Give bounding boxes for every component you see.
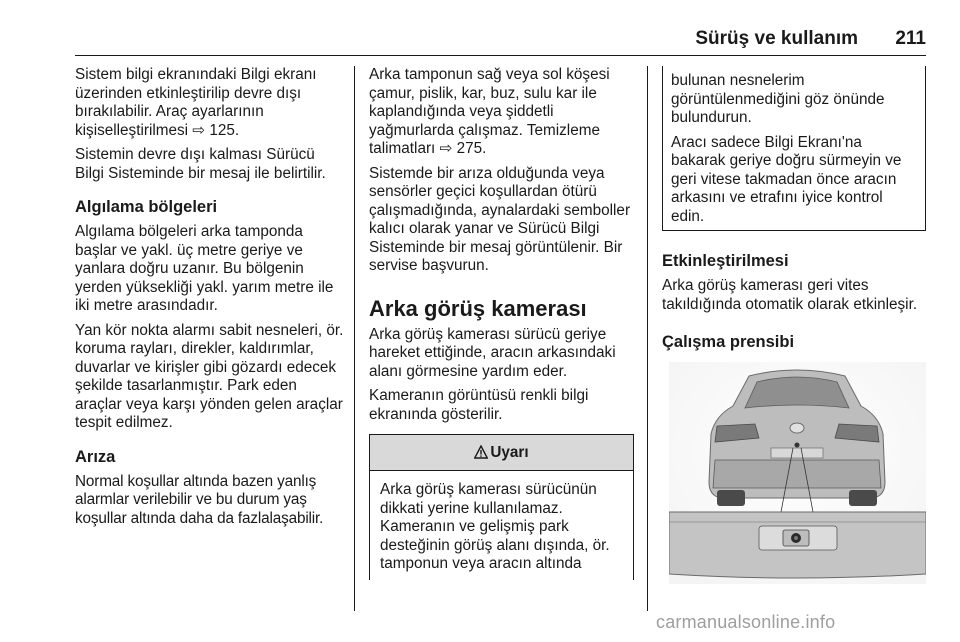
page-number: 211 [895, 28, 926, 49]
rear-camera-illustration [669, 362, 926, 584]
paragraph: Sistemde bir arıza olduğunda veya sensörler geçici koşullardan ötürü çalışmadığında, aynalardaki semboller kalıcı olarak yanar ve Sürücü Bilgi Sisteminde bir mesaj görüntülenir. Bir servise başvurun. [369, 164, 631, 274]
paragraph: Arka tamponun sağ veya sol köşesi çamur, pislik, kar, buz, sulu kar ile kaplandığında veya şiddetli yağmurlarda çalışmaz. Temizleme talimatları ⇨ 275. [369, 66, 610, 157]
paragraph: Arka görüş kamerası sürücü geriye hareket ettiğinde, aracın arkasındaki alanı görmesine yardım eder. [369, 325, 616, 380]
paragraph: Algılama bölgeleri arka tamponda başlar ve yakl. üç metre geriye ve yanlara doğru uzanır. Bu bölgenin yerden yüksekliği yakl. yarım metre ile iki metre arasındadır. [75, 223, 334, 314]
watermark: carmanualsonline.info [656, 612, 836, 632]
warning-text: Arka görüş kamerası sürücünün dikkati yerine kullanılamaz. Kameranın ve gelişmiş park desteğinin görüş alanı dışında, ör. tamponun veya aracın altında [380, 481, 610, 572]
heading-fault: Arıza [75, 447, 116, 466]
warning-body [370, 471, 633, 574]
section-title: Sürüş ve kullanım [695, 28, 858, 49]
warning-box-continued [662, 66, 926, 231]
warning-header [370, 435, 633, 471]
column-divider-2 [647, 66, 648, 611]
paragraph: Arka görüş kamerası geri vites takıldığında otomatik olarak etkinleşir. [662, 277, 918, 313]
paragraph: Yan kör nokta alarmı sabit nesneleri, ör. koruma rayları, direkler, kaldırımlar, duvarlar ve kirişler gibi gözardı edecek şekilde tasarlanmıştır. Park eden araçlar veya karşı yönden gelen araçlar tespit edilmez. [75, 321, 344, 431]
heading-activation: Etkinleştirilmesi [662, 252, 789, 270]
column-2 [369, 66, 634, 580]
warning-title: Uyarı [490, 444, 529, 461]
heading-detection-zones: Algılama bölgeleri [75, 198, 218, 216]
page-header [75, 24, 926, 56]
paragraph: Sistem bilgi ekranındaki Bilgi ekranı üzerinden etkinleştirilip devre dışı bırakılabilir. Araç ayarlarının kişiselleştirilmesi ⇨ 125. [75, 66, 317, 139]
warning-box [369, 434, 634, 580]
camera-detail-icon [669, 512, 926, 578]
paragraph: Sistemin devre dışı kalması Sürücü Bilgi Sisteminde bir mesaj ile belirtilir. [75, 146, 326, 182]
paragraph: Kameranın görüntüsü renkli bilgi ekranında gösterilir. [369, 387, 589, 423]
paragraph: Normal koşullar altında bazen yanlış alarmlar verilebilir ve bu durum yaş koşullar altında daha da fazlalaşabilir. [75, 472, 324, 527]
warning-triangle-icon [474, 445, 488, 459]
heading-rear-view-camera: Arka görüş kamerası [369, 295, 587, 321]
column-divider-1 [354, 66, 355, 611]
warning-text: Aracı sadece Bilgi Ekranı'na bakarak geriye doğru sürmeyin ve geri vitese takmadan önce aracın arkasını ve etrafını iyice kontrol edin. [671, 133, 902, 225]
heading-operating-principle: Çalışma prensibi [662, 333, 795, 351]
column-3 [662, 66, 926, 358]
warning-text: bulunan nesnelerim görüntülenmediğini göz önünde bulundurun. [671, 72, 885, 126]
column-1 [75, 66, 345, 534]
